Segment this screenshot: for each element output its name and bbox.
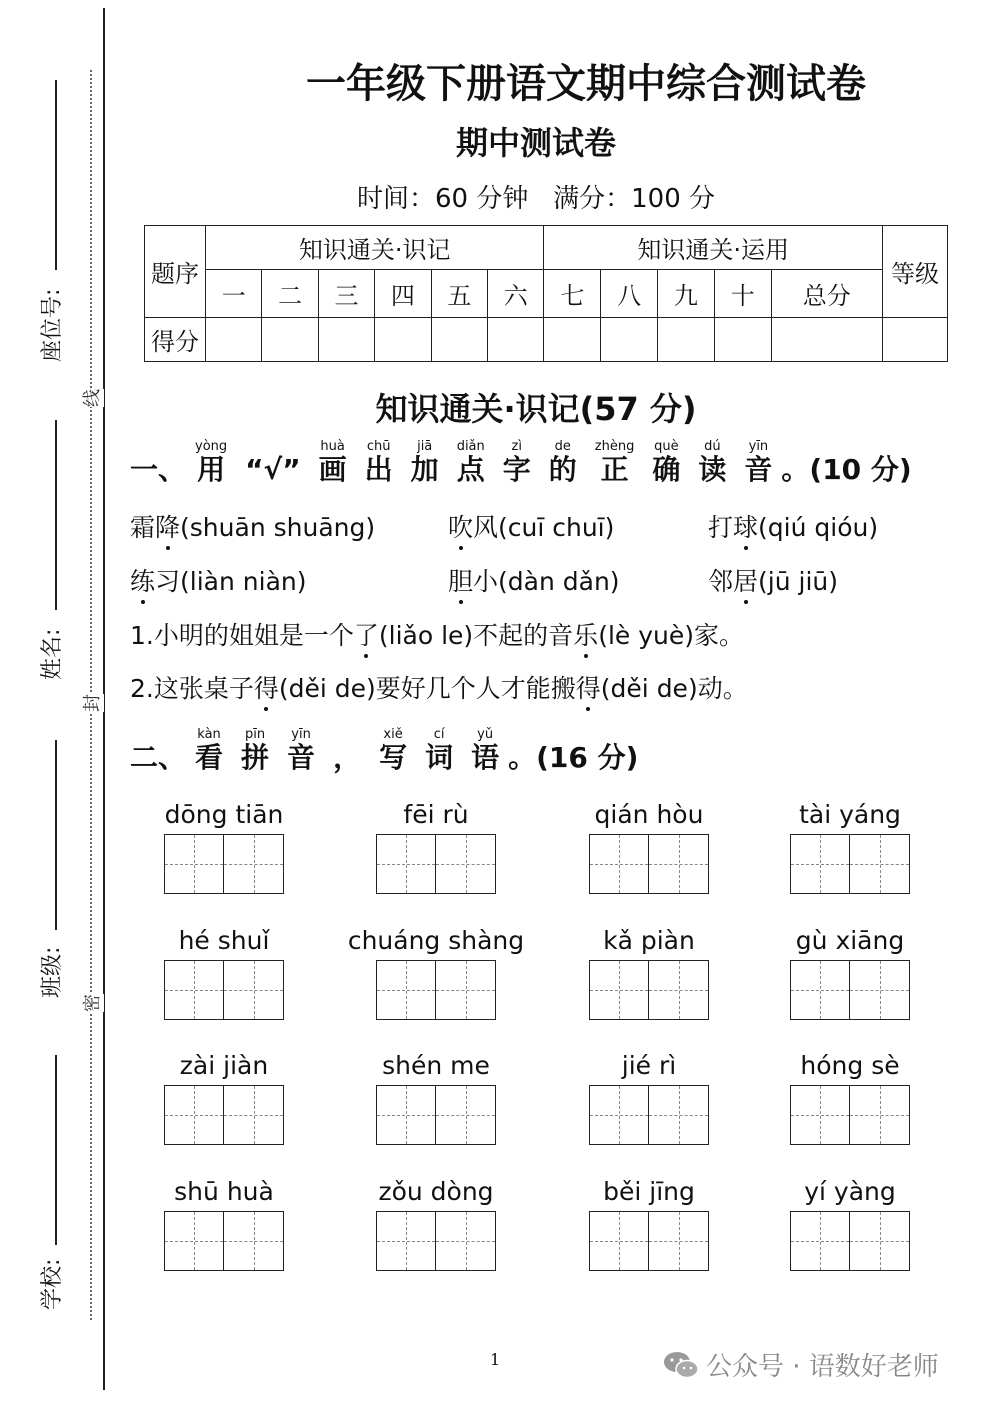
q1-item-post: (shuān shuāng) bbox=[180, 513, 376, 542]
q1-item-dot: 居 bbox=[733, 562, 758, 598]
score-cell[interactable] bbox=[375, 318, 431, 362]
ruby-char bbox=[425, 728, 453, 774]
writing-cell[interactable] bbox=[436, 834, 496, 894]
q1-item-dot: 胆 bbox=[448, 562, 473, 598]
pinyin: què bbox=[654, 439, 679, 454]
writing-cell[interactable] bbox=[589, 834, 649, 894]
q1-item-post: (qiú qióu) bbox=[758, 513, 879, 542]
writing-cell[interactable] bbox=[436, 960, 496, 1020]
score-cell[interactable] bbox=[544, 318, 601, 362]
pinyin: cí bbox=[433, 727, 445, 742]
column-header: 五 bbox=[431, 270, 487, 318]
pinyin: pīn bbox=[244, 727, 266, 742]
pinyin: jiā bbox=[417, 439, 433, 454]
hanzi: 词 bbox=[425, 741, 454, 774]
writing-cell[interactable] bbox=[164, 834, 224, 894]
q1-item-post: 习(liàn niàn) bbox=[155, 567, 307, 596]
hanzi: 音 bbox=[287, 741, 316, 774]
ruby-char bbox=[379, 728, 407, 774]
q1-item-dot: 降 bbox=[155, 508, 180, 544]
q1-item-dot: 练 bbox=[130, 562, 155, 598]
q1-item-post: 小(dàn dǎn) bbox=[473, 567, 620, 596]
hanzi: “√” bbox=[245, 453, 301, 486]
q1-item-post: 风(cuī chuī) bbox=[473, 513, 615, 542]
writing-cell[interactable] bbox=[164, 960, 224, 1020]
hanzi: 的 bbox=[548, 453, 577, 486]
grade-header: 等级 bbox=[883, 226, 948, 318]
writing-grid[interactable] bbox=[164, 1085, 284, 1145]
hanzi: 加 bbox=[410, 453, 439, 486]
writing-grid[interactable] bbox=[790, 960, 910, 1020]
pinyin: dú bbox=[704, 439, 721, 454]
pinyin-word: fēi rù bbox=[403, 800, 469, 829]
pinyin-word: běi jīng bbox=[603, 1177, 695, 1206]
writing-cell[interactable] bbox=[224, 834, 284, 894]
writing-grid[interactable] bbox=[376, 1211, 496, 1271]
column-header: 三 bbox=[318, 270, 374, 318]
writing-cell[interactable] bbox=[436, 1211, 496, 1271]
writing-grid[interactable] bbox=[164, 834, 284, 894]
ruby-char bbox=[744, 440, 772, 486]
pinyin-word: kǎ piàn bbox=[603, 926, 695, 955]
score-cell[interactable] bbox=[318, 318, 374, 362]
q1-item[interactable] bbox=[708, 508, 878, 544]
pinyin: zì bbox=[511, 439, 522, 454]
page-number: 1 bbox=[490, 1350, 501, 1369]
ruby-char bbox=[195, 728, 223, 774]
column-header: 四 bbox=[375, 270, 431, 318]
writing-grid[interactable] bbox=[790, 1085, 910, 1145]
writing-cell[interactable] bbox=[164, 1211, 224, 1271]
ruby-char bbox=[652, 440, 680, 486]
writing-cell[interactable] bbox=[589, 960, 649, 1020]
wechat-icon bbox=[662, 1350, 700, 1380]
hanzi: 点 bbox=[456, 453, 485, 486]
writing-cell[interactable] bbox=[376, 960, 436, 1020]
hanzi: 正 bbox=[600, 453, 629, 486]
score-cell[interactable] bbox=[714, 318, 771, 362]
hanzi: 写 bbox=[379, 741, 408, 774]
pinyin: huà bbox=[320, 439, 345, 454]
writing-grid[interactable] bbox=[589, 1085, 709, 1145]
column-header: 总分 bbox=[771, 270, 882, 318]
writing-grid[interactable] bbox=[376, 834, 496, 894]
pinyin-word: zǒu dòng bbox=[378, 1177, 494, 1206]
ruby-char bbox=[365, 440, 393, 486]
class-label: 班级: bbox=[40, 946, 65, 998]
score-cell[interactable] bbox=[488, 318, 544, 362]
score-cell[interactable] bbox=[206, 318, 262, 362]
writing-cell[interactable] bbox=[649, 1085, 709, 1145]
writing-cell[interactable] bbox=[790, 834, 850, 894]
score-cell[interactable] bbox=[431, 318, 487, 362]
pinyin-word: qián hòu bbox=[594, 800, 704, 829]
pinyin-word: zài jiàn bbox=[179, 1051, 269, 1080]
writing-grid[interactable] bbox=[589, 1211, 709, 1271]
watermark bbox=[662, 1346, 939, 1383]
writing-cell[interactable] bbox=[164, 1085, 224, 1145]
section-recall-title: 知识通关·识记(57 分) bbox=[375, 390, 697, 428]
hanzi: 字 bbox=[502, 453, 531, 486]
ruby-char bbox=[549, 440, 577, 486]
writing-cell[interactable] bbox=[649, 834, 709, 894]
score-cell[interactable] bbox=[262, 318, 318, 362]
exam-subtitle: 期中测试卷 bbox=[455, 124, 616, 162]
score-cell[interactable] bbox=[601, 318, 658, 362]
grade-cell[interactable] bbox=[883, 318, 948, 362]
exam-title: 一年级下册语文期中综合测试卷 bbox=[306, 61, 866, 107]
writing-cell[interactable] bbox=[376, 1085, 436, 1145]
q1-item-pre: 邻 bbox=[708, 567, 734, 596]
ruby-char bbox=[287, 728, 315, 774]
question-1-heading bbox=[130, 440, 912, 486]
writing-grid[interactable] bbox=[164, 960, 284, 1020]
column-header: 二 bbox=[262, 270, 318, 318]
class-blank-line bbox=[55, 740, 57, 930]
pinyin-word: jié rì bbox=[621, 1051, 677, 1080]
q1-item-pre: 霜 bbox=[130, 513, 156, 542]
pinyin-word: chuáng shàng bbox=[347, 926, 525, 955]
ruby-char bbox=[595, 440, 635, 486]
pinyin-word: hé shuǐ bbox=[178, 926, 270, 955]
score-table bbox=[144, 225, 948, 362]
order-header: 题序 bbox=[145, 226, 206, 318]
writing-grid[interactable] bbox=[376, 960, 496, 1020]
writing-cell[interactable] bbox=[589, 1211, 649, 1271]
ruby-char bbox=[241, 728, 269, 774]
pinyin-word: hóng sè bbox=[800, 1051, 900, 1080]
q1-item-dot: 吹 bbox=[448, 508, 473, 544]
seal-mark-feng: 封 bbox=[78, 694, 104, 712]
writing-grid[interactable] bbox=[589, 834, 709, 894]
writing-grid[interactable] bbox=[790, 834, 910, 894]
q1-item[interactable] bbox=[708, 562, 838, 598]
pinyin-word: yí yàng bbox=[804, 1177, 896, 1206]
writing-cell[interactable] bbox=[790, 1211, 850, 1271]
q1-number: 一、 bbox=[130, 453, 187, 486]
column-header: 九 bbox=[658, 270, 715, 318]
pinyin: yīn bbox=[291, 727, 311, 742]
writing-grid[interactable] bbox=[164, 1211, 284, 1271]
ruby-char bbox=[457, 440, 485, 486]
writing-grid[interactable] bbox=[589, 960, 709, 1020]
column-header: 七 bbox=[544, 270, 601, 318]
hanzi: 画 bbox=[318, 453, 347, 486]
pinyin: chū bbox=[366, 439, 391, 454]
q1-item[interactable] bbox=[130, 562, 306, 598]
writing-cell[interactable] bbox=[224, 1085, 284, 1145]
hanzi: 用 bbox=[197, 453, 226, 486]
column-header: 一 bbox=[206, 270, 262, 318]
pinyin-word: shū huà bbox=[174, 1177, 274, 1206]
column-header: 八 bbox=[601, 270, 658, 318]
q1-item-post: (jū jiū) bbox=[758, 567, 839, 596]
writing-cell[interactable] bbox=[376, 1211, 436, 1271]
q2-number: 二、 bbox=[130, 741, 187, 774]
hanzi: ， bbox=[333, 741, 362, 774]
pinyin bbox=[271, 440, 275, 454]
writing-cell[interactable] bbox=[850, 834, 910, 894]
writing-cell[interactable] bbox=[790, 1085, 850, 1145]
q1-item[interactable] bbox=[448, 508, 614, 544]
q1-item[interactable] bbox=[448, 562, 620, 598]
q1-sentence-1: 1.小明的姐姐是一个了(liǎo le)不起的音乐(lè yuè)家。 bbox=[130, 616, 744, 652]
writing-cell[interactable] bbox=[850, 1211, 910, 1271]
hanzi: 出 bbox=[364, 453, 393, 486]
pinyin-word: gù xiāng bbox=[795, 926, 905, 955]
ruby-char bbox=[471, 728, 499, 774]
name-label: 姓名: bbox=[40, 628, 65, 680]
question-points: 。(10 分) bbox=[781, 453, 912, 486]
pinyin bbox=[345, 728, 349, 742]
pinyin-word: dōng tiān bbox=[164, 800, 284, 829]
writing-grid[interactable] bbox=[790, 1211, 910, 1271]
time-score-info: 时间：60 分钟 满分：100 分 bbox=[356, 184, 716, 214]
writing-cell[interactable] bbox=[850, 960, 910, 1020]
pinyin-word: shén me bbox=[382, 1051, 490, 1080]
writing-cell[interactable] bbox=[224, 1211, 284, 1271]
hanzi: 拼 bbox=[241, 741, 270, 774]
hanzi: 看 bbox=[195, 741, 224, 774]
hanzi: 读 bbox=[698, 453, 727, 486]
school-label: 学校: bbox=[40, 1258, 65, 1310]
seal-mark-mi: 密 bbox=[78, 994, 104, 1012]
writing-cell[interactable] bbox=[790, 960, 850, 1020]
ruby-char bbox=[319, 440, 347, 486]
pinyin: kàn bbox=[197, 727, 221, 742]
writing-grid[interactable] bbox=[376, 1085, 496, 1145]
pinyin: yòng bbox=[195, 439, 228, 454]
pinyin: yǔ bbox=[477, 727, 494, 742]
writing-cell[interactable] bbox=[376, 834, 436, 894]
school-blank-line bbox=[55, 1055, 57, 1245]
seat-label: 座位号: bbox=[40, 288, 65, 362]
score-cell[interactable] bbox=[771, 318, 882, 362]
score-cell[interactable] bbox=[658, 318, 715, 362]
pinyin: de bbox=[554, 439, 571, 454]
writing-cell[interactable] bbox=[649, 1211, 709, 1271]
group-recall-header: 知识通关·识记 bbox=[206, 226, 544, 270]
hanzi: 音 bbox=[744, 453, 773, 486]
writing-cell[interactable] bbox=[850, 1085, 910, 1145]
pinyin: xiě bbox=[383, 727, 403, 742]
writing-cell[interactable] bbox=[436, 1085, 496, 1145]
column-header: 六 bbox=[488, 270, 544, 318]
writing-cell[interactable] bbox=[224, 960, 284, 1020]
column-header: 十 bbox=[714, 270, 771, 318]
score-row-label: 得分 bbox=[145, 318, 206, 362]
seal-mark-xian: 线 bbox=[78, 389, 104, 407]
q1-sentence-2: 2.这张桌子得(děi de)要好几个人才能搬得(děi de)动。 bbox=[130, 669, 748, 705]
name-blank-line bbox=[55, 420, 57, 610]
ruby-char bbox=[195, 440, 227, 486]
writing-cell[interactable] bbox=[589, 1085, 649, 1145]
writing-cell[interactable] bbox=[649, 960, 709, 1020]
group-apply-header: 知识通关·运用 bbox=[544, 226, 883, 270]
pinyin: diǎn bbox=[456, 439, 485, 454]
hanzi: 语 bbox=[471, 741, 500, 774]
ruby-char bbox=[698, 440, 726, 486]
ruby-char bbox=[333, 728, 361, 774]
ruby-char bbox=[411, 440, 439, 486]
question-points: 。(16 分) bbox=[508, 741, 639, 774]
pinyin: zhèng bbox=[594, 439, 635, 454]
ruby-char bbox=[503, 440, 531, 486]
watermark-text: 公众号 · 语数好老师 bbox=[706, 1352, 939, 1382]
pinyin: yīn bbox=[748, 439, 769, 454]
hanzi: 确 bbox=[652, 453, 681, 486]
q1-item-pre: 打 bbox=[708, 513, 734, 542]
pinyin-word: tài yáng bbox=[799, 800, 901, 829]
q1-item[interactable] bbox=[130, 508, 375, 544]
ruby-char bbox=[245, 440, 300, 486]
q1-item-dot: 球 bbox=[733, 508, 758, 544]
question-2-heading bbox=[130, 728, 638, 774]
